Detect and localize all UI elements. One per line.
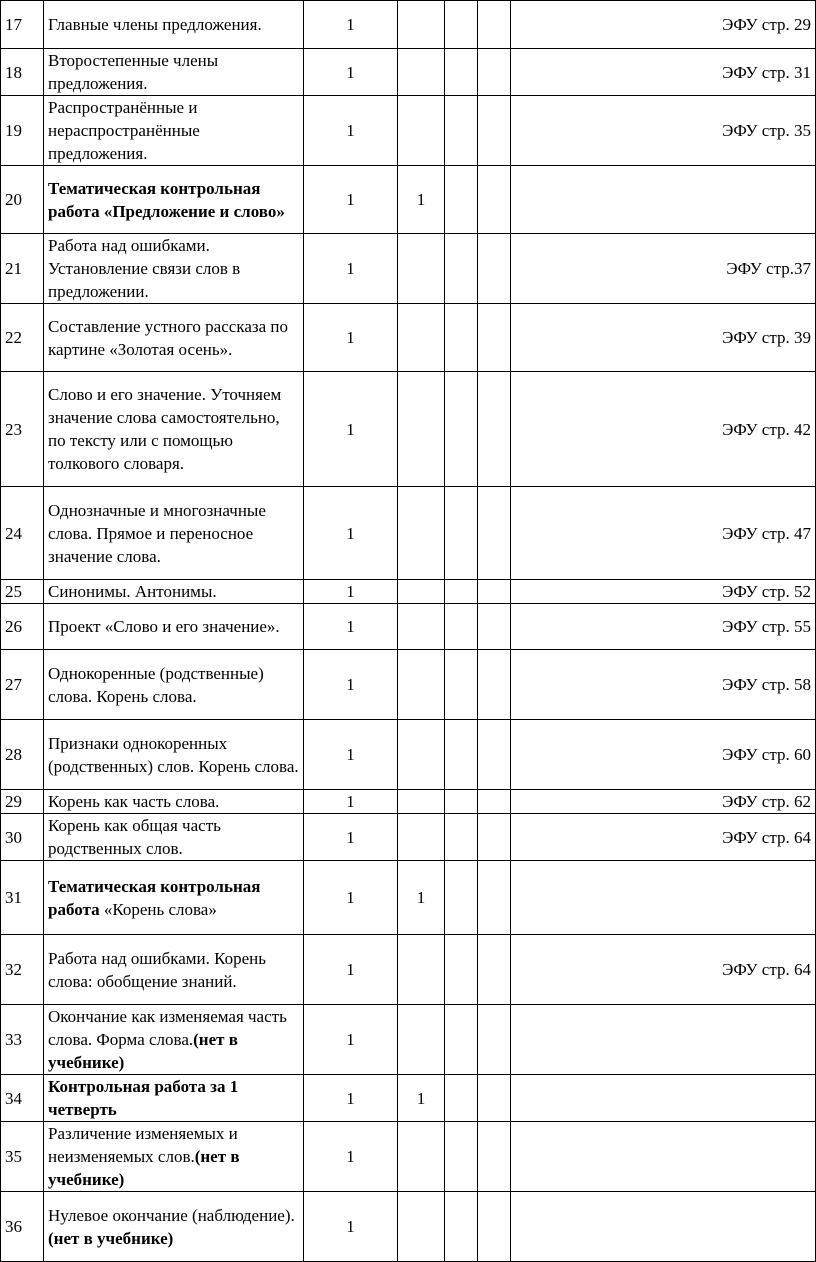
lesson-number: 17 bbox=[1, 1, 44, 49]
date-plan-cell bbox=[445, 1005, 478, 1075]
topic-text: «Корень слова» bbox=[99, 899, 217, 919]
hours-count: 1 bbox=[304, 814, 398, 861]
hours-count: 1 bbox=[304, 580, 398, 604]
lesson-number: 34 bbox=[1, 1075, 44, 1122]
resource-reference: ЭФУ стр. 62 bbox=[511, 790, 816, 814]
hours-count: 1 bbox=[304, 1005, 398, 1075]
topic-text-bold: Тематическая контрольная работа «Предложение и слово» bbox=[48, 178, 285, 221]
topic-text: Проект «Слово и его значение». bbox=[48, 617, 280, 636]
date-plan-cell bbox=[445, 580, 478, 604]
lesson-topic bbox=[44, 372, 304, 487]
lesson-number: 26 bbox=[1, 604, 44, 650]
topic-text: Окончание как изменяемая часть слова. Форма слова. bbox=[48, 1007, 287, 1049]
hours-count: 1 bbox=[304, 166, 398, 234]
table-row bbox=[1, 1122, 816, 1192]
date-plan-cell bbox=[445, 166, 478, 234]
date-plan-cell bbox=[445, 304, 478, 372]
table-row bbox=[1, 580, 816, 604]
topic-text-bold: Тематическая контрольная работа bbox=[48, 876, 261, 919]
date-plan-cell bbox=[445, 487, 478, 580]
resource-reference bbox=[511, 166, 816, 234]
date-plan-cell bbox=[445, 1, 478, 49]
date-plan-cell bbox=[445, 1075, 478, 1122]
lesson-topic bbox=[44, 1122, 304, 1192]
resource-reference: ЭФУ стр. 64 bbox=[511, 814, 816, 861]
date-fact-cell bbox=[478, 1122, 511, 1192]
topic-text-bold: (нет в учебнике) bbox=[48, 1030, 238, 1072]
topic-text: Синонимы. Антонимы. bbox=[48, 582, 217, 601]
lesson-number: 20 bbox=[1, 166, 44, 234]
control-work-count: 1 bbox=[398, 861, 445, 935]
date-fact-cell bbox=[478, 304, 511, 372]
hours-count: 1 bbox=[304, 304, 398, 372]
control-work-count bbox=[398, 790, 445, 814]
table-row bbox=[1, 650, 816, 720]
lesson-number: 30 bbox=[1, 814, 44, 861]
lesson-number: 33 bbox=[1, 1005, 44, 1075]
lesson-topic bbox=[44, 1075, 304, 1122]
hours-count: 1 bbox=[304, 790, 398, 814]
topic-text: Слово и его значение. Уточняем значение слова самостоятельно, по тексту или с помощью толкового словаря. bbox=[48, 385, 282, 473]
control-work-count bbox=[398, 814, 445, 861]
date-fact-cell bbox=[478, 580, 511, 604]
hours-count: 1 bbox=[304, 720, 398, 790]
control-work-count bbox=[398, 604, 445, 650]
hours-count: 1 bbox=[304, 1122, 398, 1192]
date-fact-cell bbox=[478, 790, 511, 814]
topic-text: Различение изменяемых и неизменяемых слов. bbox=[48, 1124, 238, 1166]
lesson-number: 28 bbox=[1, 720, 44, 790]
date-plan-cell bbox=[445, 814, 478, 861]
lesson-topic bbox=[44, 1, 304, 49]
date-fact-cell bbox=[478, 1075, 511, 1122]
hours-count: 1 bbox=[304, 1192, 398, 1262]
date-plan-cell bbox=[445, 790, 478, 814]
resource-reference: ЭФУ стр. 29 bbox=[511, 1, 816, 49]
table-row bbox=[1, 96, 816, 166]
table-row bbox=[1, 1075, 816, 1122]
resource-reference: ЭФУ стр. 31 bbox=[511, 49, 816, 96]
control-work-count bbox=[398, 372, 445, 487]
topic-text: Главные члены предложения. bbox=[48, 15, 262, 34]
topic-text: Второстепенные члены предложения. bbox=[48, 51, 219, 93]
resource-reference: ЭФУ стр.37 bbox=[511, 234, 816, 304]
resource-reference: ЭФУ стр. 52 bbox=[511, 580, 816, 604]
control-work-count bbox=[398, 580, 445, 604]
date-plan-cell bbox=[445, 1192, 478, 1262]
table-row bbox=[1, 487, 816, 580]
table-row bbox=[1, 861, 816, 935]
topic-text: Однокоренные (родственные) слова. Корень слова. bbox=[48, 663, 264, 706]
date-fact-cell bbox=[478, 96, 511, 166]
lesson-topic bbox=[44, 487, 304, 580]
resource-reference bbox=[511, 861, 816, 935]
table-row bbox=[1, 49, 816, 96]
resource-reference: ЭФУ стр. 64 bbox=[511, 935, 816, 1005]
table-row bbox=[1, 1005, 816, 1075]
control-work-count bbox=[398, 935, 445, 1005]
table-row bbox=[1, 234, 816, 304]
table-row bbox=[1, 1, 816, 49]
topic-text: Работа над ошибками. Корень слова: обобщение знаний. bbox=[48, 948, 267, 991]
table-row bbox=[1, 604, 816, 650]
hours-count: 1 bbox=[304, 861, 398, 935]
lesson-topic bbox=[44, 166, 304, 234]
control-work-count bbox=[398, 1005, 445, 1075]
hours-count: 1 bbox=[304, 234, 398, 304]
resource-reference: ЭФУ стр. 55 bbox=[511, 604, 816, 650]
date-fact-cell bbox=[478, 650, 511, 720]
date-fact-cell bbox=[478, 935, 511, 1005]
lesson-number: 36 bbox=[1, 1192, 44, 1262]
resource-reference: ЭФУ стр. 35 bbox=[511, 96, 816, 166]
lesson-plan-body bbox=[1, 1, 816, 1262]
date-fact-cell bbox=[478, 49, 511, 96]
date-fact-cell bbox=[478, 604, 511, 650]
control-work-count bbox=[398, 96, 445, 166]
resource-reference bbox=[511, 1005, 816, 1075]
date-fact-cell bbox=[478, 1005, 511, 1075]
lesson-topic bbox=[44, 604, 304, 650]
date-plan-cell bbox=[445, 1122, 478, 1192]
date-fact-cell bbox=[478, 814, 511, 861]
hours-count: 1 bbox=[304, 96, 398, 166]
resource-reference: ЭФУ стр. 58 bbox=[511, 650, 816, 720]
control-work-count bbox=[398, 234, 445, 304]
date-plan-cell bbox=[445, 650, 478, 720]
topic-text-bold: (нет в учебнике) bbox=[48, 1228, 174, 1248]
hours-count: 1 bbox=[304, 650, 398, 720]
table-row bbox=[1, 372, 816, 487]
date-plan-cell bbox=[445, 720, 478, 790]
control-work-count bbox=[398, 1192, 445, 1262]
lesson-number: 25 bbox=[1, 580, 44, 604]
date-plan-cell bbox=[445, 861, 478, 935]
table-row bbox=[1, 814, 816, 861]
table-row bbox=[1, 1192, 816, 1262]
control-work-count bbox=[398, 1122, 445, 1192]
date-plan-cell bbox=[445, 49, 478, 96]
control-work-count bbox=[398, 487, 445, 580]
hours-count: 1 bbox=[304, 49, 398, 96]
lesson-topic bbox=[44, 790, 304, 814]
control-work-count: 1 bbox=[398, 166, 445, 234]
table-row bbox=[1, 935, 816, 1005]
lesson-number: 22 bbox=[1, 304, 44, 372]
lesson-topic bbox=[44, 49, 304, 96]
date-plan-cell bbox=[445, 372, 478, 487]
date-fact-cell bbox=[478, 1192, 511, 1262]
table-row bbox=[1, 790, 816, 814]
lesson-number: 19 bbox=[1, 96, 44, 166]
lesson-topic bbox=[44, 304, 304, 372]
resource-reference: ЭФУ стр. 39 bbox=[511, 304, 816, 372]
resource-reference: ЭФУ стр. 60 bbox=[511, 720, 816, 790]
lesson-topic bbox=[44, 1005, 304, 1075]
date-fact-cell bbox=[478, 861, 511, 935]
lesson-number: 32 bbox=[1, 935, 44, 1005]
lesson-topic bbox=[44, 814, 304, 861]
lesson-topic bbox=[44, 861, 304, 935]
control-work-count bbox=[398, 49, 445, 96]
lesson-number: 18 bbox=[1, 49, 44, 96]
resource-reference bbox=[511, 1075, 816, 1122]
topic-text: Работа над ошибками. Установление связи слов в предложении. bbox=[48, 236, 241, 301]
resource-reference: ЭФУ стр. 42 bbox=[511, 372, 816, 487]
resource-reference: ЭФУ стр. 47 bbox=[511, 487, 816, 580]
topic-text-bold: Контрольная работа за 1 четверть bbox=[48, 1077, 239, 1119]
hours-count: 1 bbox=[304, 604, 398, 650]
lesson-topic bbox=[44, 580, 304, 604]
topic-text-bold: (нет в учебнике) bbox=[48, 1147, 240, 1189]
topic-text: Распространённые и нераспространённые предложения. bbox=[48, 98, 200, 163]
resource-reference bbox=[511, 1122, 816, 1192]
lesson-number: 35 bbox=[1, 1122, 44, 1192]
lesson-topic bbox=[44, 234, 304, 304]
control-work-count bbox=[398, 650, 445, 720]
date-fact-cell bbox=[478, 1, 511, 49]
control-work-count bbox=[398, 1, 445, 49]
lesson-topic bbox=[44, 96, 304, 166]
hours-count: 1 bbox=[304, 1075, 398, 1122]
lesson-number: 23 bbox=[1, 372, 44, 487]
lesson-number: 31 bbox=[1, 861, 44, 935]
hours-count: 1 bbox=[304, 1, 398, 49]
control-work-count bbox=[398, 720, 445, 790]
date-fact-cell bbox=[478, 166, 511, 234]
lesson-number: 29 bbox=[1, 790, 44, 814]
topic-text: Нулевое окончание (наблюдение). bbox=[48, 1205, 295, 1225]
table-row bbox=[1, 304, 816, 372]
topic-text: Признаки однокоренных (родственных) слов. Корень слова. bbox=[48, 733, 299, 776]
lesson-number: 21 bbox=[1, 234, 44, 304]
lesson-topic bbox=[44, 720, 304, 790]
date-fact-cell bbox=[478, 372, 511, 487]
date-fact-cell bbox=[478, 487, 511, 580]
table-row bbox=[1, 166, 816, 234]
control-work-count bbox=[398, 304, 445, 372]
resource-reference bbox=[511, 1192, 816, 1262]
hours-count: 1 bbox=[304, 487, 398, 580]
date-plan-cell bbox=[445, 234, 478, 304]
date-fact-cell bbox=[478, 720, 511, 790]
topic-text: Однозначные и многозначные слова. Прямое и переносное значение слова. bbox=[48, 500, 266, 566]
date-plan-cell bbox=[445, 935, 478, 1005]
topic-text: Составление устного рассказа по картине «Золотая осень». bbox=[48, 316, 288, 359]
date-plan-cell bbox=[445, 604, 478, 650]
date-plan-cell bbox=[445, 96, 478, 166]
table-row bbox=[1, 720, 816, 790]
topic-text: Корень как часть слова. bbox=[48, 792, 220, 811]
topic-text: Корень как общая часть родственных слов. bbox=[48, 816, 221, 858]
hours-count: 1 bbox=[304, 372, 398, 487]
lesson-topic bbox=[44, 935, 304, 1005]
hours-count: 1 bbox=[304, 935, 398, 1005]
date-fact-cell bbox=[478, 234, 511, 304]
lesson-topic bbox=[44, 650, 304, 720]
lesson-number: 27 bbox=[1, 650, 44, 720]
control-work-count: 1 bbox=[398, 1075, 445, 1122]
lesson-topic bbox=[44, 1192, 304, 1262]
lesson-number: 24 bbox=[1, 487, 44, 580]
